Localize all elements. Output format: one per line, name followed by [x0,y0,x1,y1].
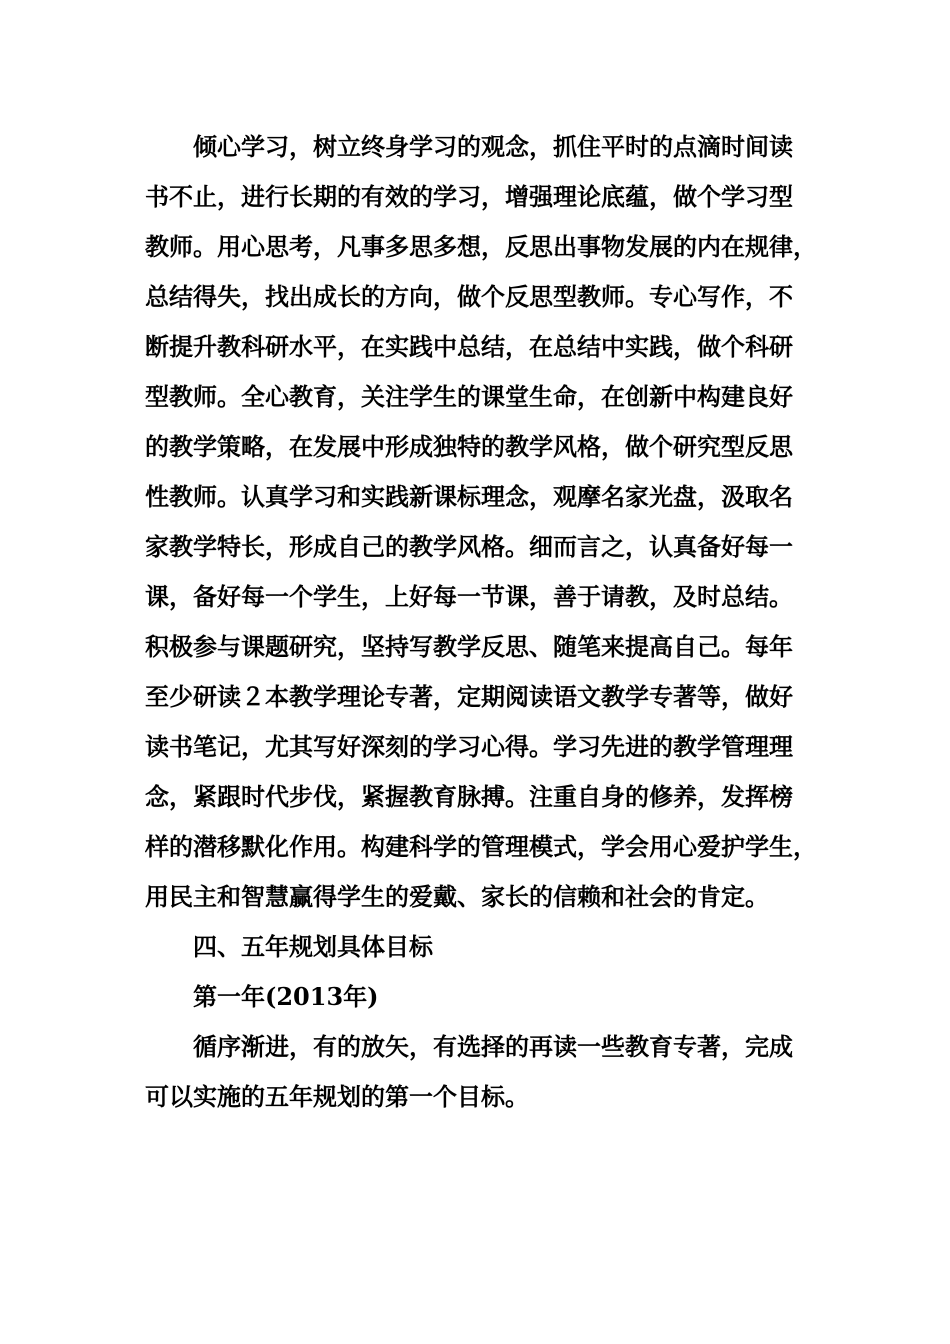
paragraph-line: 用民主和智慧赢得学生的爱戴、家长的信赖和社会的肯定。 [145,882,769,911]
paragraph-line: 书不止，进行长期的有效的学习，增强理论底蕴，做个学习型 [145,182,793,211]
paragraph-line: 循序渐进，有的放矢，有选择的再读一些教育专著，完成 [193,1032,793,1061]
paragraph-line: 倾心学习，树立终身学习的观念，抓住平时的点滴时间读 [193,132,793,161]
paragraph-line: 总结得失，找出成长的方向，做个反思型教师。专心写作，不 [145,282,793,311]
section-heading-text: 四、五年规划具体目标 [193,932,433,961]
paragraph-line: 可以实施的五年规划的第一个目标。 [145,1082,529,1111]
year-heading [145,972,805,1022]
year-heading-text: 第一年(2013年) [193,982,379,1011]
paragraph-line: 课，备好每一个学生，上好每一节课，善于请教，及时总结。 [145,582,793,611]
paragraph-line: 积极参与课题研究，坚持写教学反思、随笔来提高自己。每年 [145,632,793,661]
paragraph-first-year-goal [145,1022,805,1122]
document-page [145,122,817,1122]
paragraph-line: 的教学策略，在发展中形成独特的教学风格，做个研究型反思 [145,432,793,461]
paragraph-line: 型教师。全心教育，关注学生的课堂生命，在创新中构建良好 [145,382,793,411]
paragraph-learning-plan [145,122,817,922]
paragraph-line: 念，紧跟时代步伐，紧握教育脉搏。注重自身的修养，发挥榜 [145,782,793,811]
paragraph-line: 家教学特长，形成自己的教学风格。细而言之，认真备好每一 [145,532,793,561]
paragraph-line: 教师。用心思考，凡事多思多想，反思出事物发展的内在规律， [145,232,817,261]
paragraph-line: 性教师。认真学习和实践新课标理念，观摩名家光盘，汲取名 [145,482,793,511]
section-heading [145,922,805,972]
paragraph-line: 断提升教科研水平，在实践中总结，在总结中实践，做个科研 [145,332,793,361]
paragraph-line: 样的潜移默化作用。构建科学的管理模式，学会用心爱护学生， [145,832,817,861]
paragraph-line: 读书笔记，尤其写好深刻的学习心得。学习先进的教学管理理 [145,732,793,761]
paragraph-line: 至少研读２本教学理论专著，定期阅读语文教学专著等，做好 [145,682,793,711]
